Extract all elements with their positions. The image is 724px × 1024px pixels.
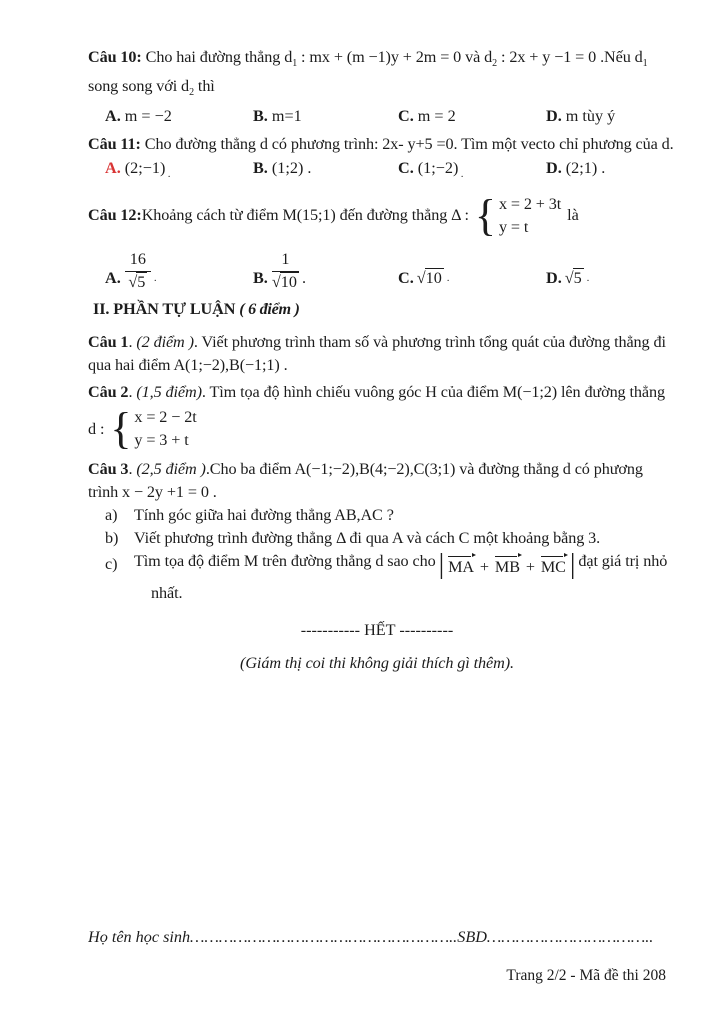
text-run: D. xyxy=(546,159,566,177)
vector-symbol: MB xyxy=(494,557,520,576)
item-text xyxy=(134,504,394,527)
text-run: 2 xyxy=(492,58,498,69)
radicand: 10 xyxy=(280,272,297,291)
text-run: B. xyxy=(253,107,272,125)
text-run: d : xyxy=(88,419,105,438)
question-12-answers xyxy=(105,244,666,290)
text-run: A. xyxy=(105,159,125,177)
text-run: thì xyxy=(193,77,215,95)
question-12-line-1 xyxy=(88,191,666,240)
answer-option-a xyxy=(105,250,253,290)
denominator xyxy=(272,272,299,292)
numerator xyxy=(125,250,151,271)
text-run: Câu 2 xyxy=(88,383,129,402)
text-run: (2;1) . xyxy=(565,159,606,177)
text-run: + xyxy=(475,557,493,576)
vertical-bar: | xyxy=(569,548,576,580)
proctor-note: (Giám thị coi thi không giải thích gì thêm). xyxy=(240,653,514,672)
text-run: Tính góc giữa hai đường thẳng AB,AC ? xyxy=(134,505,394,524)
radicand: 5 xyxy=(137,272,146,291)
text-run: m = −2 xyxy=(124,107,172,125)
text-run: m tùy ý xyxy=(565,107,616,125)
text-run: . xyxy=(153,273,157,285)
vertical-bar: | xyxy=(438,548,445,580)
student-name-line: Họ tên học sinh………………………………………………..SBD…………………………….. xyxy=(88,928,654,946)
item-text xyxy=(134,550,667,579)
question-10-line-1 xyxy=(88,46,666,75)
text-run: . xyxy=(301,269,306,288)
essay-3-item-c xyxy=(105,550,666,579)
sqrt-expression xyxy=(565,267,584,290)
text-run: Khoảng cách từ điểm M(15;1) đến đường thẳng Δ : xyxy=(141,206,469,225)
item-marker: b) xyxy=(105,528,119,547)
section-2-heading xyxy=(93,298,666,321)
text-run: B. xyxy=(253,269,268,288)
vector-symbol: MC xyxy=(540,557,566,576)
essay-3-items xyxy=(105,504,666,605)
system-line: x = 2 − 2t xyxy=(134,408,197,427)
text-run: D. xyxy=(546,269,562,288)
text-run: đạt giá trị nhỏ xyxy=(578,551,668,570)
question-11-line-1 xyxy=(88,133,674,156)
essay-3-item-b xyxy=(105,527,666,550)
answer-option-b xyxy=(253,105,398,128)
essay-3-item-c-continuation xyxy=(151,582,666,605)
brace-symbol: { xyxy=(474,190,496,240)
text-run: . xyxy=(165,169,171,180)
page-number-label: Trang 2/2 - Mã đề thi 208 xyxy=(506,967,666,984)
radical-sign: √ xyxy=(128,272,138,291)
text-run: : mx + (m −1)y + 2m = 0 và d xyxy=(297,48,493,66)
text-run: 1 xyxy=(281,250,290,269)
text-run: Tìm tọa độ điểm M trên đường thẳng d sao cho xyxy=(134,551,436,570)
answer-option-d xyxy=(546,105,666,128)
text-run: . xyxy=(128,333,137,352)
fraction xyxy=(272,250,299,292)
text-run: : 2x + y −1 = 0 .Nếu d xyxy=(497,48,643,66)
text-run: . Viết phương trình tham số và phương trình tổng quát của đường thẳng đi xyxy=(193,333,666,352)
answer-option-d xyxy=(546,157,666,186)
vector-symbol: MA xyxy=(448,557,474,576)
text-run: C. xyxy=(398,269,414,288)
text-run: 1 xyxy=(292,58,298,69)
radicand: 10 xyxy=(425,269,442,288)
text-run: A. xyxy=(105,269,121,288)
end-marker: ----------- HẾT ---------- xyxy=(300,620,454,639)
answer-option-a xyxy=(105,157,253,186)
essay-2-system xyxy=(88,404,666,453)
text-run: . xyxy=(128,383,137,402)
question-10-line-2 xyxy=(88,75,666,104)
text-run: ( 6 điểm ) xyxy=(239,300,300,319)
text-run: Câu 12: xyxy=(88,206,142,225)
question-10-answers xyxy=(105,105,666,128)
text-run: . xyxy=(586,273,590,285)
answer-option-b xyxy=(253,157,398,186)
text-run: (1;2) . xyxy=(271,159,312,177)
essay-3-item-a xyxy=(105,504,666,527)
text-run: B. xyxy=(253,159,272,177)
answer-option-d xyxy=(546,267,666,290)
text-run: nhất. xyxy=(151,583,183,602)
radical-sign: √ xyxy=(564,269,574,288)
text-run: . xyxy=(458,169,464,180)
system-lines xyxy=(134,406,196,451)
text-run: (2;−1) xyxy=(124,159,166,177)
essay-1-line-1 xyxy=(88,331,666,354)
answer-option-c xyxy=(398,267,546,290)
essay-1-line-2 xyxy=(88,354,666,377)
text-run: (1;−2) xyxy=(417,159,459,177)
text-run: Cho đường thẳng d có phương trình: 2x- y+5 =0. Tìm một vecto chỉ phương của d. xyxy=(144,135,674,153)
text-run: (2,5 điểm ) xyxy=(136,459,206,478)
answer-option-c xyxy=(398,105,546,128)
sqrt-expression xyxy=(417,267,444,290)
text-run: Viết phương trình đường thẳng Δ đi qua A và cách C một khoảng bằng 3. xyxy=(134,528,601,547)
text-run: trình x − 2y +1 = 0 . xyxy=(88,482,217,501)
system-line: x = 2 + 3t xyxy=(498,195,562,213)
text-run: 1 xyxy=(642,58,648,69)
system-lines xyxy=(499,193,561,238)
text-run: .Cho ba điểm A(−1;−2),B(4;−2),C(3;1) và đường thẳng d có phương xyxy=(205,459,643,478)
parametric-system xyxy=(110,404,197,454)
text-run: D. xyxy=(546,107,566,125)
absolute-value xyxy=(438,548,576,580)
text-run: m = 2 xyxy=(417,107,456,125)
text-run: qua hai điểm A(1;−2),B(−1;1) . xyxy=(88,356,288,375)
parametric-system xyxy=(474,190,562,240)
essay-2-line-1 xyxy=(88,381,666,404)
brace-symbol: { xyxy=(110,404,132,454)
sqrt-expression xyxy=(128,273,147,291)
text-run: C. xyxy=(398,107,418,125)
fraction xyxy=(125,250,151,292)
absolute-value-content xyxy=(446,551,568,579)
radicand: 5 xyxy=(573,269,582,288)
text-run: là xyxy=(567,206,579,225)
text-run: A. xyxy=(105,107,125,125)
text-run: 2 xyxy=(189,87,194,98)
text-run: Câu 1 xyxy=(88,333,129,352)
numerator xyxy=(272,250,299,271)
item-marker: c) xyxy=(105,554,118,573)
text-run: II. PHẦN TỰ LUẬN xyxy=(93,300,240,319)
radical-sign: √ xyxy=(416,269,426,288)
system-line: y = t xyxy=(498,217,529,236)
text-run: . Tìm tọa độ hình chiếu vuông góc H của điểm M(−1;2) lên đường thẳng xyxy=(201,383,665,402)
text-run: (1,5 điểm) xyxy=(136,383,202,402)
text-run: song song với d xyxy=(88,77,190,95)
sqrt-expression xyxy=(272,273,299,291)
essay-3-line-2 xyxy=(88,481,666,504)
essay-3-line-1 xyxy=(88,458,666,481)
text-run: Câu 10: xyxy=(88,48,146,66)
text-run: Câu 3 xyxy=(88,459,129,478)
answer-option-a xyxy=(105,105,253,128)
item-text xyxy=(134,527,600,550)
question-11-answers xyxy=(105,157,666,186)
text-run: m=1 xyxy=(271,107,302,125)
answer-option-b xyxy=(253,250,398,290)
system-line: y = 3 + t xyxy=(134,431,189,450)
text-run: Cho hai đường thẳng d xyxy=(145,48,293,66)
text-run: Câu 11: xyxy=(88,135,145,153)
answer-option-c xyxy=(398,157,546,186)
radical-sign: √ xyxy=(271,272,281,291)
denominator xyxy=(125,272,151,292)
text-run: (2 điểm ) xyxy=(136,333,194,352)
text-run: C. xyxy=(398,159,418,177)
text-run: . xyxy=(446,273,450,285)
text-run: 16 xyxy=(129,250,146,269)
item-marker: a) xyxy=(105,505,118,524)
text-run: . xyxy=(128,459,137,478)
text-run: + xyxy=(521,557,539,576)
